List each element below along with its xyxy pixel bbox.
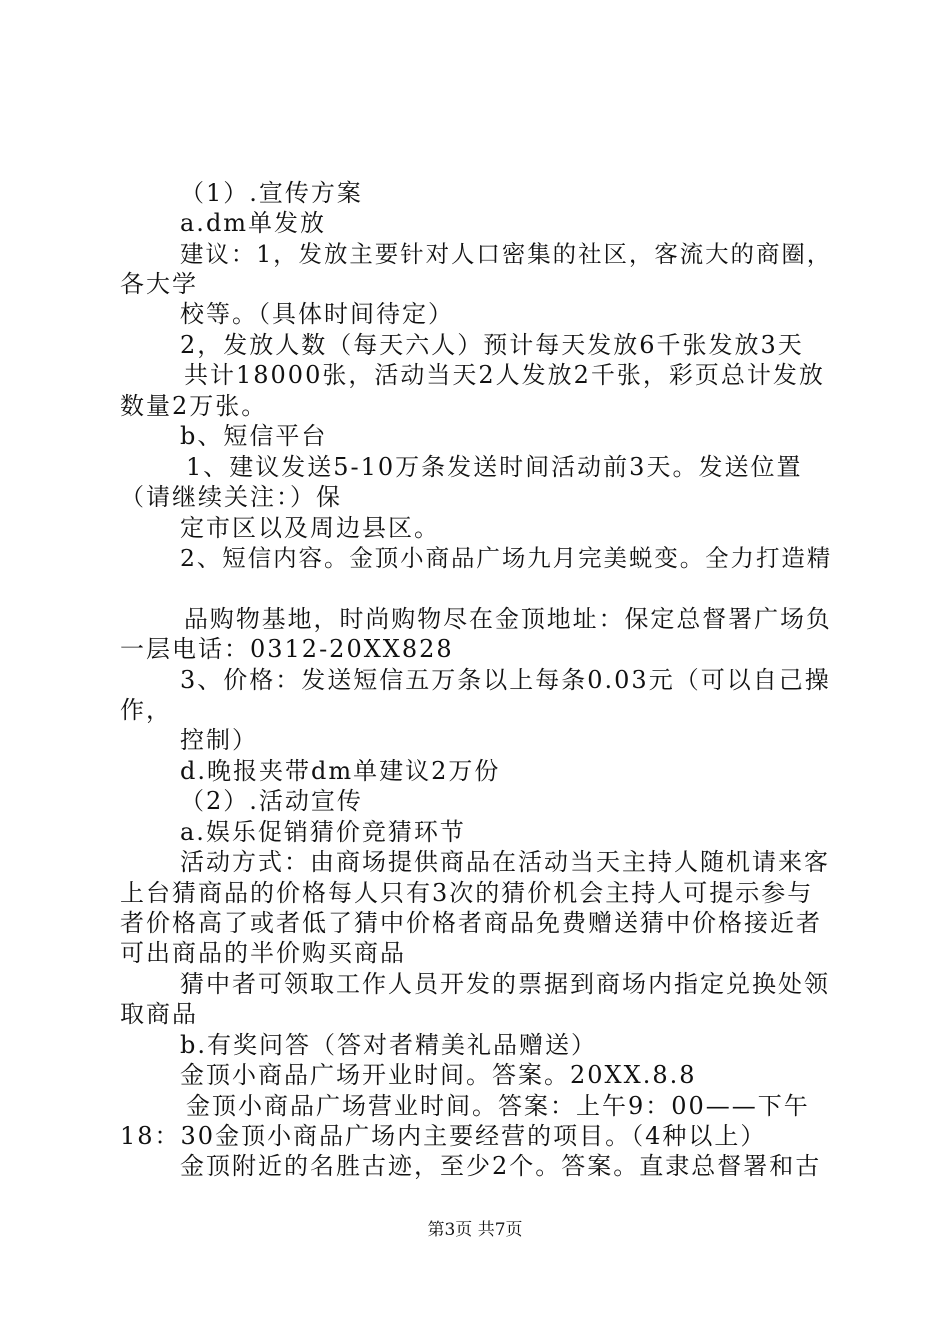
page-number-footer: 第3页 共7页 <box>427 1220 523 1240</box>
body-line: 1、建议发送5-10万条发送时间活动前3天。发送位置 <box>186 453 803 481</box>
body-line: 上台猜商品的价格每人只有3次的猜价机会主持人可提示参与 <box>120 879 814 907</box>
body-line: 18：30金顶小商品广场内主要经营的项目。（4种以上） <box>120 1122 767 1150</box>
body-line: d.晚报夹带dm单建议2万份 <box>180 757 501 785</box>
body-line: 金顶小商品广场营业时间。答案：上午9：00——下午 <box>186 1092 810 1120</box>
body-line: 校等。（具体时间待定） <box>180 300 454 328</box>
body-line: 者价格高了或者低了猜中价格者商品免费赠送猜中价格接近者 <box>120 909 822 937</box>
body-line: 可出商品的半价购买商品 <box>120 939 406 967</box>
body-line: （2）.活动宣传 <box>180 787 363 815</box>
body-line: （1）.宣传方案 <box>180 179 363 207</box>
body-line: 活动方式：由商场提供商品在活动当天主持人随机请来客 <box>180 848 830 876</box>
body-line: 取商品 <box>120 1000 198 1028</box>
body-line: 金顶小商品广场开业时间。答案。20XX.8.8 <box>180 1061 697 1089</box>
body-line: 猜中者可领取工作人员开发的票据到商场内指定兑换处领 <box>180 970 830 998</box>
body-line: 数量2万张。 <box>120 392 268 420</box>
body-line: 品购物基地，时尚购物尽在金顶地址：保定总督署广场负 <box>184 605 832 633</box>
body-line: 控制） <box>180 726 258 754</box>
body-line: 定市区以及周边县区。 <box>180 514 440 542</box>
body-line: 一层电话：0312-20XX828 <box>120 635 454 663</box>
body-line: 共计18000张，活动当天2人发放2千张，彩页总计发放 <box>184 361 825 389</box>
body-line: 2，发放人数（每天六人）预计每天发放6千张发放3天 <box>180 331 804 359</box>
body-line: 建议：1，发放主要针对人口密集的社区，客流大的商圈， <box>180 240 833 268</box>
body-line: 各大学 <box>120 270 198 298</box>
body-line: 3、价格：发送短信五万条以上每条0.03元（可以自己操 <box>180 666 831 694</box>
body-line: 金顶附近的名胜古迹，至少2个。答案。直隶总督署和古 <box>180 1152 822 1180</box>
body-line: a.dm单发放 <box>180 209 327 237</box>
body-line: b.有奖问答（答对者精美礼品赠送） <box>180 1031 597 1059</box>
body-line: b、短信平台 <box>180 422 328 450</box>
body-line: 2、短信内容。金顶小商品广场九月完美蜕变。全力打造精 <box>180 544 833 572</box>
body-line: a.娱乐促销猜价竞猜环节 <box>180 818 466 846</box>
body-line: 作， <box>120 696 172 724</box>
body-line: （请继续关注：）保 <box>120 483 342 511</box>
